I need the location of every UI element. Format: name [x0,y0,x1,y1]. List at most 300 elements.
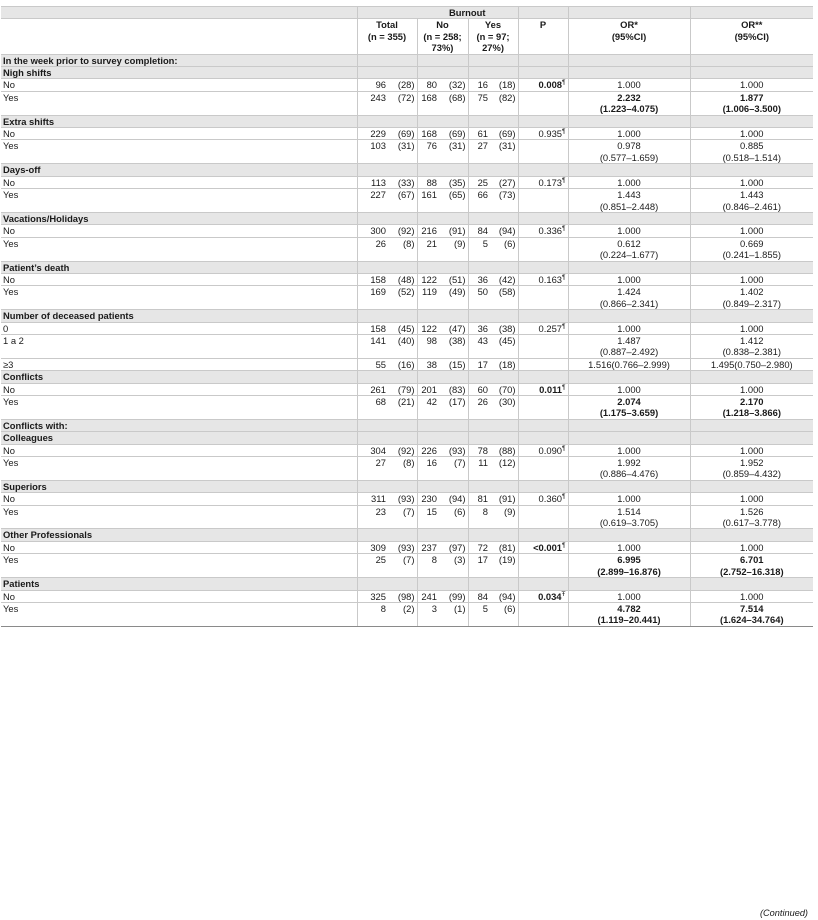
footnote-mark: ¶ [562,322,566,330]
empty-cell [388,212,417,224]
no-pct: (65) [439,189,468,213]
total-n: 96 [357,79,388,91]
yes-pct: (18) [490,79,518,91]
or1-cell [568,383,690,395]
section-label: In the week prior to survey completion: [1,54,357,66]
empty-cell [490,67,518,79]
table-row [1,602,813,626]
empty-cell [388,115,417,127]
no-pct: (31) [439,140,468,164]
row-label: No [1,128,357,140]
or1-value: 1.992 [617,457,641,469]
empty-cell [468,432,490,444]
or1-ci: (1.223–4.075) [599,103,659,115]
yes-pct: (94) [490,590,518,602]
or2-cell [690,383,813,395]
yes-pct: (45) [490,334,518,358]
yes-pct: (70) [490,383,518,395]
or1-cell [568,493,690,505]
or1-value: 1.000 [617,273,641,285]
p-value [518,189,568,213]
table-row [1,225,813,237]
empty-cell [490,529,518,541]
or1-cell [568,128,690,140]
col-no-header: No (n = 258; 73%) [417,19,468,54]
or1-value: 0.978 [617,140,641,152]
row-label: ≥3 [1,358,357,370]
total-pct: (93) [388,541,417,553]
or2-ci: (0.846–2.461) [722,200,781,212]
no-n: 237 [417,541,439,553]
empty-cell [690,578,813,590]
section-label: Colleagues [1,432,357,444]
yes-n: 36 [468,322,490,334]
or2-value: 1.952 [740,457,764,469]
or2-ci: (2.752–16.318) [719,565,784,577]
p-value [518,358,568,370]
total-n: 8 [357,602,388,626]
total-n: 243 [357,91,388,115]
empty-cell [690,529,813,541]
or2-ci: (1.006–3.500) [722,103,781,115]
total-n: 311 [357,493,388,505]
p-value-text: 0.173 [538,176,563,188]
or1-ci: (0.851–2.448) [599,200,659,212]
total-n: 26 [357,237,388,261]
p-value [518,322,568,334]
p-value [518,457,568,481]
or1-cell [568,140,690,164]
no-n: 241 [417,590,439,602]
empty-cell [439,261,468,273]
or2-value: 1.000 [740,493,764,505]
or1-value: 6.995 [617,554,641,566]
yes-n: 61 [468,128,490,140]
or1-value: 1.000 [617,322,641,334]
or2-value: 1.402 [740,286,764,298]
col-p-header: P [518,19,568,54]
yes-pct: (19) [490,554,518,578]
section-row [1,419,813,431]
total-n: 68 [357,396,388,420]
or1-ci: (0.887–2.492) [599,346,659,358]
total-n: 325 [357,590,388,602]
no-pct: (3) [439,554,468,578]
table-row [1,79,813,91]
no-pct: (6) [439,505,468,529]
table-row [1,383,813,395]
no-pct: (49) [439,286,468,310]
or1-cell [568,358,690,370]
table-row [1,505,813,529]
or2-cell [690,396,813,420]
total-pct: (92) [388,444,417,456]
yes-pct: (91) [490,493,518,505]
or1-cell [568,457,690,481]
empty-cell [417,310,439,322]
or1-cell [568,286,690,310]
total-n: 229 [357,128,388,140]
or1-ci: (1.119–20.441) [597,614,661,626]
or2-value: 0.669 [740,237,764,249]
or1-ci: (0.224–1.677) [599,249,659,261]
row-label: No [1,273,357,285]
burnout-group-label: Burnout [417,7,518,19]
section-row [1,54,813,66]
yes-n: 26 [468,396,490,420]
section-label: Conflicts with: [1,419,357,431]
empty-cell [417,67,439,79]
no-n: 38 [417,358,439,370]
empty-cell [518,419,568,431]
total-n: 103 [357,140,388,164]
or2-cell [690,358,813,370]
yes-n: 72 [468,541,490,553]
table-row [1,189,813,213]
or2-value: 1.000 [740,128,764,140]
empty-cell [388,261,417,273]
or1-cell [568,91,690,115]
footnote-mark: ¶ [562,225,566,233]
or1-value: 1.000 [617,590,641,602]
or1-cell [568,237,690,261]
row-label: Yes [1,602,357,626]
no-n: 216 [417,225,439,237]
section-row [1,480,813,492]
empty-cell [568,432,690,444]
yes-pct: (27) [490,176,518,188]
table-body [1,54,813,626]
table-row [1,128,813,140]
yes-pct: (69) [490,128,518,140]
yes-n: 25 [468,176,490,188]
empty-cell [468,529,490,541]
total-pct: (40) [388,334,417,358]
empty-cell [357,67,388,79]
yes-pct: (6) [490,237,518,261]
table-row [1,322,813,334]
empty-cell [468,480,490,492]
no-n: 122 [417,322,439,334]
yes-n: 17 [468,358,490,370]
no-pct: (1) [439,602,468,626]
row-label: Yes [1,554,357,578]
empty-cell [518,67,568,79]
or2-value: 7.514 [740,602,764,614]
or1-value: 1.000 [617,176,641,188]
or1-value: 1.000 [617,383,641,395]
no-pct: (47) [439,322,468,334]
or2-cell [690,590,813,602]
empty-cell [468,261,490,273]
or2-cell [690,237,813,261]
table-row [1,91,813,115]
or2-cell [690,322,813,334]
empty-cell [439,54,468,66]
or1-ci: (2.899–16.876) [597,565,661,577]
total-n: 23 [357,505,388,529]
section-label: Extra shifts [1,115,357,127]
empty-cell [417,115,439,127]
table-row [1,444,813,456]
or2-value: 1.526 [740,505,764,517]
empty-cell [690,480,813,492]
p-value [518,541,568,553]
table-row [1,176,813,188]
yes-n: 17 [468,554,490,578]
total-pct: (98) [388,590,417,602]
table-row [1,554,813,578]
total-pct: (67) [388,189,417,213]
empty-cell [417,419,439,431]
no-pct: (32) [439,79,468,91]
yes-n: 60 [468,383,490,395]
total-pct: (2) [388,602,417,626]
no-n: 168 [417,91,439,115]
no-n: 98 [417,334,439,358]
total-n: 169 [357,286,388,310]
footnote-mark: ¶ [562,273,566,281]
yes-pct: (9) [490,505,518,529]
or2-value: 1.000 [740,176,764,188]
row-label: No [1,176,357,188]
or1-cell [568,225,690,237]
section-label: Number of deceased patients [1,310,357,322]
empty-cell [417,54,439,66]
empty-cell [490,54,518,66]
empty-cell [518,371,568,383]
section-label: Days-off [1,164,357,176]
row-label: Yes [1,286,357,310]
empty-cell [490,261,518,273]
or1-value: 1.424 [617,286,641,298]
p-value-text: 0.360 [538,493,563,505]
header-row-group [1,7,813,19]
row-label: Yes [1,396,357,420]
empty-cell [568,164,690,176]
row-label: Yes [1,505,357,529]
no-pct: (15) [439,358,468,370]
table-row [1,541,813,553]
row-label: No [1,225,357,237]
yes-pct: (58) [490,286,518,310]
or1-cell [568,541,690,553]
header-row-columns [1,19,813,54]
section-label: Superiors [1,480,357,492]
empty-cell [357,310,388,322]
empty-cell [417,529,439,541]
empty-cell [468,419,490,431]
row-label: 0 [1,322,357,334]
or1-value: 1.000 [617,541,641,553]
or2-value: 0.885 [740,140,764,152]
p-value [518,334,568,358]
or2-value: 1.000 [740,541,764,553]
no-pct: (97) [439,541,468,553]
section-row [1,371,813,383]
empty-cell [439,529,468,541]
or1-cell [568,189,690,213]
or2-ci: (1.624–34.764) [719,614,784,626]
or2-ci: (0.518–1.514) [722,151,781,163]
yes-n: 16 [468,79,490,91]
no-n: 201 [417,383,439,395]
total-pct: (7) [388,505,417,529]
no-n: 3 [417,602,439,626]
no-pct: (91) [439,225,468,237]
empty-cell [490,432,518,444]
empty-cell [490,212,518,224]
section-row [1,432,813,444]
or2-ci: (0.241–1.855) [722,249,781,261]
empty-cell [417,164,439,176]
p-value [518,602,568,626]
total-n: 158 [357,322,388,334]
yes-n: 5 [468,602,490,626]
no-n: 16 [417,457,439,481]
empty-cell [439,578,468,590]
or2-value: 1.443 [740,189,764,201]
section-row [1,529,813,541]
p-value-text: 0.034 [538,590,562,602]
total-pct: (7) [388,554,417,578]
total-pct: (93) [388,493,417,505]
col-or1-header: OR* (95%CI) [568,19,690,54]
total-n: 27 [357,457,388,481]
empty-cell [468,115,490,127]
empty-cell [568,480,690,492]
table-row [1,334,813,358]
yes-n: 36 [468,273,490,285]
section-label: Nigh shifts [1,67,357,79]
or2-cell [690,225,813,237]
yes-pct: (94) [490,225,518,237]
empty-cell [568,371,690,383]
empty-cell [357,54,388,66]
no-pct: (93) [439,444,468,456]
empty-cell [439,67,468,79]
empty-cell [439,432,468,444]
p-value-text: <0.001 [533,541,563,553]
footnote-mark: ¶ [562,176,566,184]
no-n: 42 [417,396,439,420]
yes-pct: (42) [490,273,518,285]
footnote-mark: ¶ [562,79,566,87]
p-value [518,493,568,505]
section-row [1,115,813,127]
total-n: 309 [357,541,388,553]
empty-cell [417,212,439,224]
empty-cell [417,578,439,590]
or1-cell [568,444,690,456]
or1-value: 2.074 [617,396,641,407]
empty-cell [357,261,388,273]
no-pct: (38) [439,334,468,358]
empty-cell [439,310,468,322]
total-pct: (79) [388,383,417,395]
col-yes-header: Yes (n = 97; 27%) [468,19,518,54]
section-row [1,261,813,273]
or1-value: 1.514 [617,505,641,517]
table-row [1,457,813,481]
empty-cell [357,115,388,127]
no-n: 122 [417,273,439,285]
or1-value: 1.487 [617,334,641,346]
empty-cell [568,67,690,79]
empty-cell [518,432,568,444]
or1-ci: (0.866–2.341) [599,297,659,309]
or2-cell [690,457,813,481]
empty-cell [568,310,690,322]
or2-cell [690,444,813,456]
empty-cell [388,578,417,590]
total-n: 227 [357,189,388,213]
empty-cell [439,164,468,176]
empty-cell [568,115,690,127]
empty-cell [357,371,388,383]
empty-cell [439,419,468,431]
row-label: Yes [1,189,357,213]
or1-cell [568,590,690,602]
empty-cell [690,212,813,224]
section-row [1,212,813,224]
table-row [1,286,813,310]
or2-ci: (0.859–4.432) [722,468,781,480]
footnote-mark: ¶ [562,127,566,135]
footnote-mark: ¶ [562,541,566,549]
section-label: Patient’s death [1,261,357,273]
total-n: 304 [357,444,388,456]
total-pct: (72) [388,91,417,115]
no-n: 21 [417,237,439,261]
no-pct: (94) [439,493,468,505]
or1-cell [568,554,690,578]
or1-ci: (0.577–1.659) [599,151,659,163]
or1-cell [568,602,690,626]
empty-cell [518,578,568,590]
or2-value: 1.000 [740,383,764,395]
total-pct: (33) [388,176,417,188]
empty-cell [690,164,813,176]
or1-ci: (1.175–3.659) [599,407,659,419]
footnote-mark: ¶ [562,493,566,501]
row-label: No [1,493,357,505]
row-label: Yes [1,140,357,164]
row-label: No [1,541,357,553]
empty-cell [690,115,813,127]
total-n: 55 [357,358,388,370]
p-value [518,91,568,115]
p-value [518,225,568,237]
row-label: No [1,590,357,602]
footnote-mark: ¶ [562,383,566,391]
yes-n: 75 [468,91,490,115]
empty-cell [388,432,417,444]
total-n: 25 [357,554,388,578]
or2-value: 1.877 [740,91,764,103]
empty-cell [357,432,388,444]
empty-cell [690,67,813,79]
or2-ci: (0.849–2.317) [722,297,781,309]
footnote-mark: Ŧ [561,590,566,598]
yes-pct: (6) [490,602,518,626]
or2-cell [690,79,813,91]
or2-cell [690,176,813,188]
empty-cell [490,164,518,176]
empty-cell [490,115,518,127]
empty-cell [468,54,490,66]
table-row [1,140,813,164]
